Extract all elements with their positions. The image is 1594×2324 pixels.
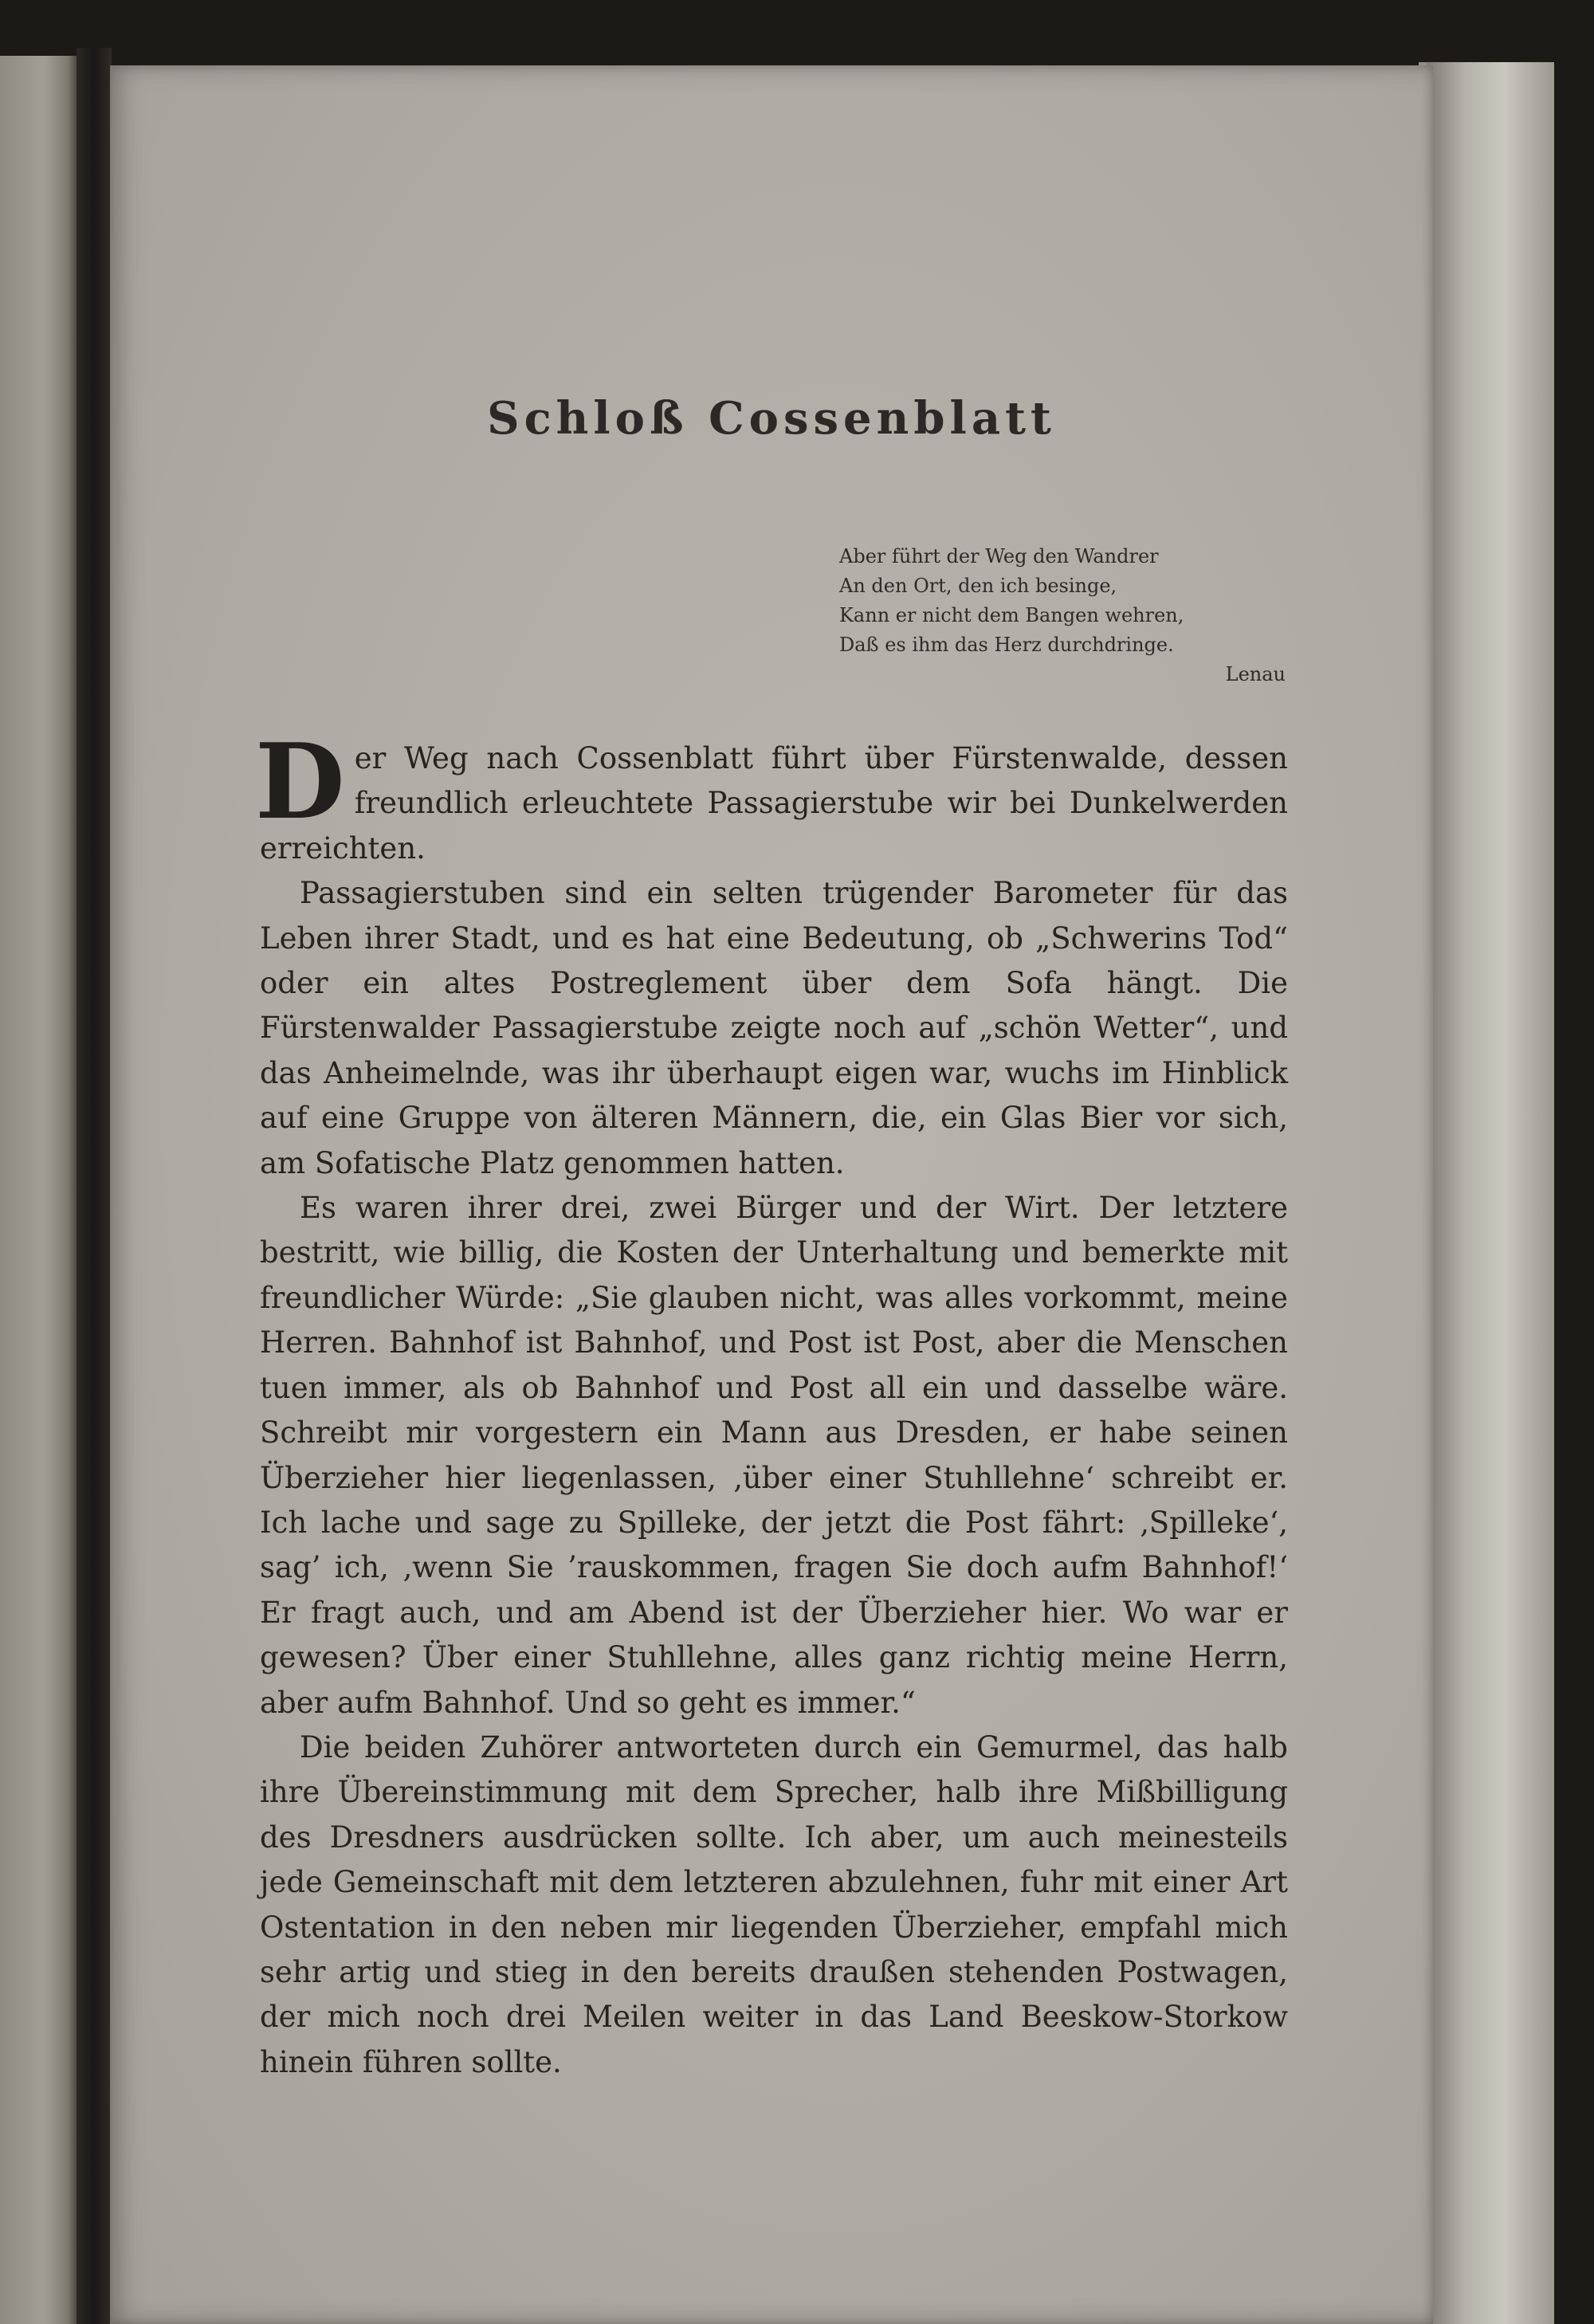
paragraph: Passagierstuben sind ein selten trügender Barometer für das Leben ihrer Stadt, und es hat eine Bedeutung, ob „Schwerins Tod“ oder ein altes Postreglement über dem Sofa hängt. Die Fürstenwalder Passagierstube zeigte noch auf „schön Wetter“, und das Anheimelnde, was ihr überhaupt eigen war, wuchs im Hinblick auf eine Gruppe von älteren Männern, die, ein Glas Bier vor sich, am Sofatische Platz genommen hatten.	[260, 876, 1288, 1180]
epigraph-line: Aber führt der Weg den Wandrer	[839, 545, 1159, 567]
epigraph-line: Kann er nicht dem Bangen wehren,	[839, 604, 1184, 626]
book-page	[110, 65, 1433, 2324]
epigraph-author: Lenau	[1225, 663, 1286, 685]
epigraph-line: Daß es ihm das Herz durchdringe.	[839, 634, 1174, 656]
chapter-title: Schloß Cossenblatt	[487, 392, 1056, 445]
paragraph: Es waren ihrer drei, zwei Bürger und der Wirt. Der letztere bestritt, wie billig, die Kosten der Unterhaltung und bemerkte mit freundlicher Würde: „Sie glauben nicht, was alles vorkommt, meine Herren. Bahnhof ist Bahnhof, und Post ist Post, aber die Menschen tuen immer, als ob Bahnhof und Post all ein und dasselbe wäre. Schreibt mir vorgestern ein Mann aus Dresden, er habe seinen Überzieher hier liegenlassen, ‚über einer Stuhllehne‘ schreibt er. Ich lache und sage zu Spilleke, der jetzt die Post fährt: ‚Spilleke‘, sag’ ich, ‚wenn Sie ’rauskommen, fragen Sie doch aufm Bahnhof!‘ Er fragt auch, und am Abend ist der Überzieher hier. Wo war er gewesen? Über einer Stuhllehne, alles ganz richtig meine Herrn, aber aufm Bahnhof. Und so geht es immer.“	[260, 1191, 1288, 1720]
drop-cap: D	[255, 720, 345, 842]
left-page-edge	[0, 56, 80, 2324]
epigraph	[839, 542, 1286, 689]
book-gutter	[77, 48, 112, 2324]
paragraph: Die beiden Zuhörer antworteten durch ein Gemurmel, das halb ihre Übereinstimmung mit dem Sprecher, halb ihre Mißbilligung des Dresdners ausdrücken sollte. Ich aber, um auch meinesteils jede Gemeinschaft mit dem letzteren abzulehnen, fuhr mit einer Art Ostentation in den neben mir liegenden Überzieher, empfahl mich sehr artig und stieg in den bereits draußen stehenden Postwagen, der mich noch drei Meilen weiter in das Land Beeskow-Storkow hinein führen sollte.	[260, 1729, 1288, 2079]
paragraph-text: er Weg nach Cossenblatt führt über Fürstenwalde, dessen freundlich erleuchtete Passagierstube wir bei Dunkelwerden erreichten.	[260, 741, 1288, 866]
paragraph	[255, 720, 1288, 871]
body-text	[255, 720, 1288, 2085]
cover-edge	[1427, 62, 1554, 2324]
epigraph-line: An den Ort, den ich besinge,	[839, 575, 1117, 597]
